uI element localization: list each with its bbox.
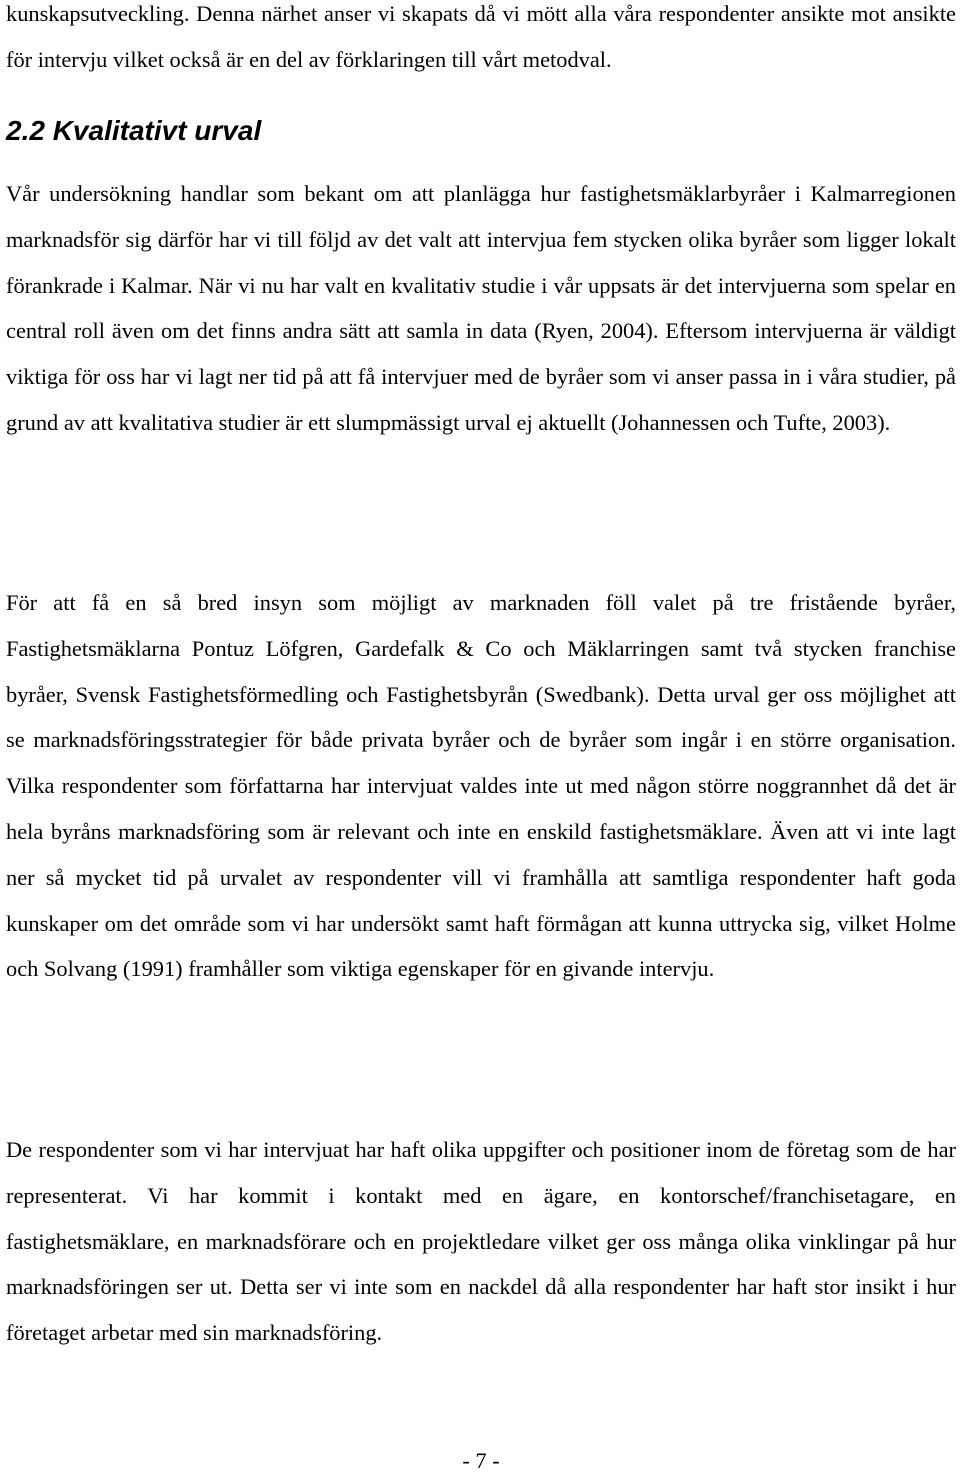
paragraph-respondents: De respondenter som vi har intervjuat har haft olika uppgifter och positioner inom de företag som de har representerat. Vi har kommit i kontakt med en ägare, en kontorschef/franchisetagare, en fastighetsmäklare, en marknadsförare och en projektledare vilket ger oss många olika vinklingar på hur marknadsföringen ser ut. Detta ser vi inte som en nackdel då alla respondenter har haft stor insikt i hur företaget arbetar med sin marknadsföring. (6, 1137, 956, 1346)
paragraph-intro: kunskapsutveckling. Denna närhet anser vi skapats då vi mött alla våra respondenter ansikte mot ansikte för intervju vilket också är en del av förklaringen till vårt metodval. (6, 1, 956, 72)
document-page (6, 0, 956, 1475)
section-heading: 2.2 Kvalitativt urval (6, 115, 262, 146)
page-number: - 7 - (462, 1448, 500, 1473)
paragraph-selection: För att få en så bred insyn som möjligt av marknaden föll valet på tre fristående byråer, Fastighetsmäklarna Pontuz Löfgren, Gardefalk & Co och Mäklarringen samt två stycken franchise byråer, Svensk Fastighetsförmedling och Fastighetsbyrån (Swedbank). Detta urval ger oss möjlighet att se marknadsföringsstrategier för både privata byråer och de byråer som ingår i en större organisation. Vilka respondenter som författarna har intervjuat valdes inte ut med någon större noggrannhet då det är hela byråns marknadsföring som är relevant och inte en enskild fastighetsmäklare. Även att vi inte lagt ner så mycket tid på urvalet av respondenter vill vi framhålla att samtliga respondenter haft goda kunskaper om det område som vi har undersökt samt haft förmågan att kunna uttrycka sig, vilket Holme och Solvang (1991) framhåller som viktiga egenskaper för en givande intervju. (6, 590, 956, 982)
paragraph-method: Vår undersökning handlar som bekant om att planlägga hur fastighetsmäklarbyråer i Kalmarregionen marknadsför sig därför har vi till följd av det valt att intervjua fem stycken olika byråer som ligger lokalt förankrade i Kalmar. När vi nu har valt en kvalitativ studie i vår uppsats är det intervjuerna som spelar en central roll även om det finns andra sätt att samla in data (Ryen, 2004). Eftersom intervjuerna är väldigt viktiga för oss har vi lagt ner tid på att få intervjuer med de byråer som vi anser passa in i våra studier, på grund av att kvalitativa studier är ett slumpmässigt urval ej aktuellt (Johannessen och Tufte, 2003). (6, 181, 956, 435)
